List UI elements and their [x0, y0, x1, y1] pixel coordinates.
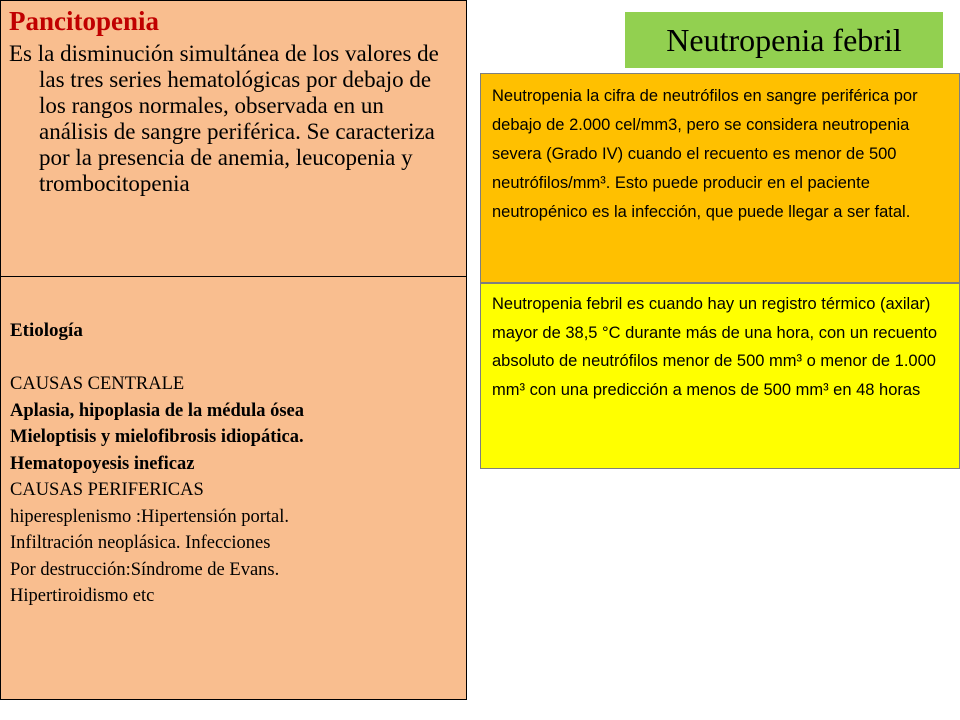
pancitopenia-title: Pancitopenia [9, 6, 160, 36]
etiologia-line: CAUSAS CENTRALE [10, 374, 185, 394]
etiologia-line: Mieloptisis y mielofibrosis idiopática. [10, 427, 304, 447]
etiologia-line: CAUSAS PERIFERICAS [10, 480, 204, 500]
neutropenia-definition-panel [480, 73, 960, 283]
neutropenia-febril-definition-text: Neutropenia febril es cuando hay un registro térmico (axilar) mayor de 38,5 °C durante más de una hora, con un recuento absoluto de neutrófilos menor de 500 mm³ o menor de 1.000 mm³ con una predicción a menos de 500 mm³ en 48 horas [492, 295, 938, 399]
pancitopenia-definition: Es la disminución simultánea de los valores de las tres series hematológicas por debajo de los rangos normales, observada en un análisis de sangre periférica. Se caracteriza por la presencia de anemia, leucopenia y trombocitopenia [9, 41, 439, 196]
neutropenia-definition-text: Neutropenia la cifra de neutrófilos en sangre periférica por debajo de 2.000 cel/mm3, pero se considera neutropenia severa (Grado IV) cuando el recuento es menor de 500 neutrófilos/mm³. Esto puede producir en el paciente neutropénico es la infección, que puede llegar a ser fatal. [492, 87, 918, 221]
etiologia-line: Hematopoyesis ineficaz [10, 453, 195, 474]
etiologia-panel [0, 276, 467, 700]
pancitopenia-panel [0, 0, 467, 277]
etiologia-line: Hipertiroidismo etc [10, 586, 155, 606]
etiologia-list [10, 371, 456, 610]
etiologia-line: Infiltración neoplásica. Infecciones [10, 533, 271, 553]
etiologia-line: hiperesplenismo :Hipertensión portal. [10, 506, 289, 527]
etiologia-line: Aplasia, hipoplasia de la médula ósea [10, 400, 305, 421]
neutropenia-febril-definition-panel [480, 283, 960, 469]
etiologia-title: Etiología [10, 320, 83, 341]
neutropenia-febril-header: Neutropenia febril [625, 12, 943, 68]
etiologia-line: Por destrucción:Síndrome de Evans. [10, 559, 280, 580]
